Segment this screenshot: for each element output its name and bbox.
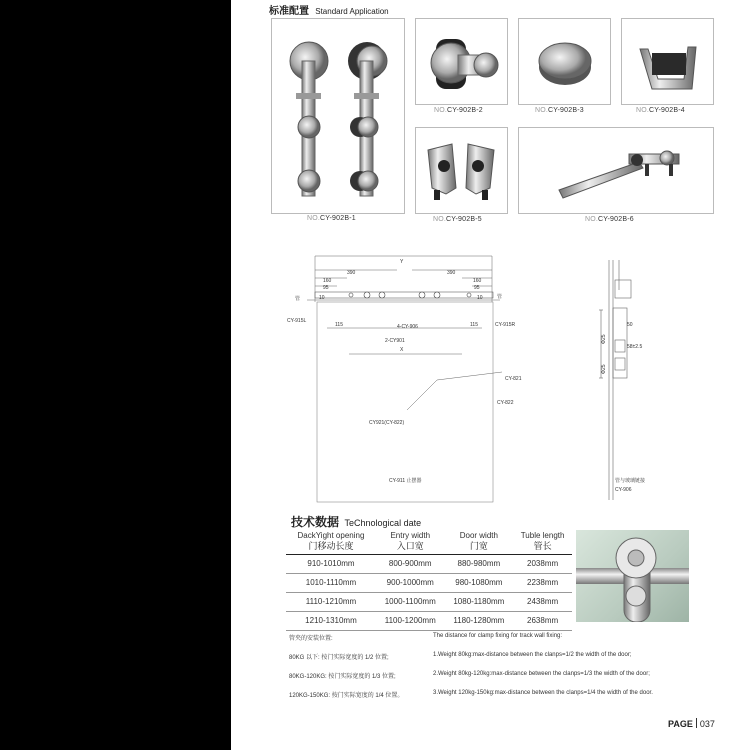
roller-assembly-illustration [272,19,404,213]
u-clamp-illustration [622,19,713,104]
end-cap-illustration [519,19,610,104]
tech-data-table [286,530,572,631]
section-header [269,2,389,17]
label-4cy906: 4-CY-906 [397,324,418,330]
dim-160-left: 160 [323,278,332,284]
note-cn-line: 80KG-120KG: 按门实际宽度的 1/3 位置; [289,674,396,680]
dim-115-left: 115 [335,322,343,328]
bracket-illustration [416,128,507,213]
section-title-en: Standard Application [315,7,389,16]
side-label-tube-glass: 管与玻璃链接 [615,478,646,484]
page-number [668,718,715,729]
tech-data-title [291,513,421,530]
catalog-page [231,0,750,750]
note-en-line: 2.Weight 80kg-120kg:max-distance between the clanps=1/3 the width of the door; [433,671,650,677]
side-dim-58: 58±2.5 [627,344,643,350]
note-en-line: 3.Weight 120kg-150kg:max-distance between the clanps=1/4 the width of the door. [433,690,653,696]
tech-title-cn: 技术数据 [291,515,340,529]
dim-160-right: 160 [473,278,482,284]
note-en-line: 1.Weight 80kg:max-distance between the clanps=1/2 the width of the door; [433,652,632,658]
installed-roller-photo [576,530,689,622]
table-row: 1010-1110mm 900-1000mm 980-1080mm 2238mm [286,574,572,593]
note-cn-line: 120KG-150KG: 按门实际宽度的 1/4 位置。 [289,693,404,699]
label-cy822: CY-822 [497,400,514,406]
dim-390-left: 390 [347,270,356,276]
label-cy915l: CY-915L [287,318,307,324]
page-separator [696,718,697,728]
side-dim-50: 50 [627,322,633,328]
left-black-band [0,0,231,750]
note-en-line: The distance for clamp fixing for track wall fixing: [433,633,563,639]
side-dim-phi25-a: Φ25 [601,334,607,344]
note-cn-line: 80KG 以下: 按门实际宽度的 1/2 位置; [289,655,389,661]
side-dim-phi25-b: Φ25 [601,364,607,374]
side-view-drawing [591,250,711,510]
table-row: 1110-1210mm 1000-1100mm 1080-1180mm 2438mm [286,593,572,612]
part-caption-3: NO.CY-902B-3 [535,107,584,114]
part-caption-2: NO.CY-902B-2 [434,107,483,114]
part-prefix: NO. [307,215,321,222]
installation-drawing [287,250,527,510]
header-backlight-opening: DackYight opening 门移动长度 [286,530,376,555]
part-caption-4: NO.CY-902B-4 [636,107,685,114]
part-caption-5: NO.CY-902B-5 [433,216,482,223]
label-cy915r: CY-915R [495,322,516,328]
table-header-row [286,530,572,555]
dim-115-right: 115 [470,322,478,328]
dim-x: X [400,347,404,353]
notes-en [433,633,733,709]
part-photo-5 [415,127,508,214]
dim-y: Y [400,259,404,265]
header-tube-length: Tuble length 管长 [513,530,572,555]
dim-95-right: 95 [474,285,480,291]
label-tube-right: 管 [497,294,503,300]
stopper-arm-illustration [519,128,713,213]
part-photo-4 [621,18,714,105]
side-label-cy906: CY-906 [615,487,632,493]
label-tube-left: 管 [295,296,301,302]
dim-10-right: 10 [477,295,483,301]
glass-clamp-illustration [416,19,507,104]
table-row: 1210-1310mm 1100-1200mm 1180-1280mm 2638mm [286,612,572,631]
section-title-cn: 标准配置 [269,6,309,17]
label-cy921: CY921(CY-822) [369,420,405,426]
part-code: CY-902B-1 [320,215,356,222]
dim-390-right: 390 [447,270,456,276]
label-cy911: CY-911 止摆器 [389,478,422,484]
page-label: PAGE [668,719,693,729]
label-2cy901: 2-CY901 [385,338,405,344]
table-row: 910-1010mm 800-900mm 880-980mm 2038mm [286,555,572,574]
part-photo-1 [271,18,405,214]
part-caption-6: NO.CY-902B-6 [585,216,634,223]
dim-10-left: 10 [319,295,325,301]
note-cn-line: 管夹的安装位置: [289,636,333,642]
part-photo-6 [518,127,714,214]
part-photo-2 [415,18,508,105]
part-photo-3 [518,18,611,105]
tech-title-en: TeChnological date [344,518,422,528]
header-entry-width: Entry width 入口宽 [376,530,445,555]
page-number-value: 037 [699,719,715,729]
header-door-width: Door width 门宽 [445,530,514,555]
part-caption-1 [307,215,356,222]
dim-95-left: 95 [323,285,329,291]
label-cy821: CY-821 [505,376,522,382]
